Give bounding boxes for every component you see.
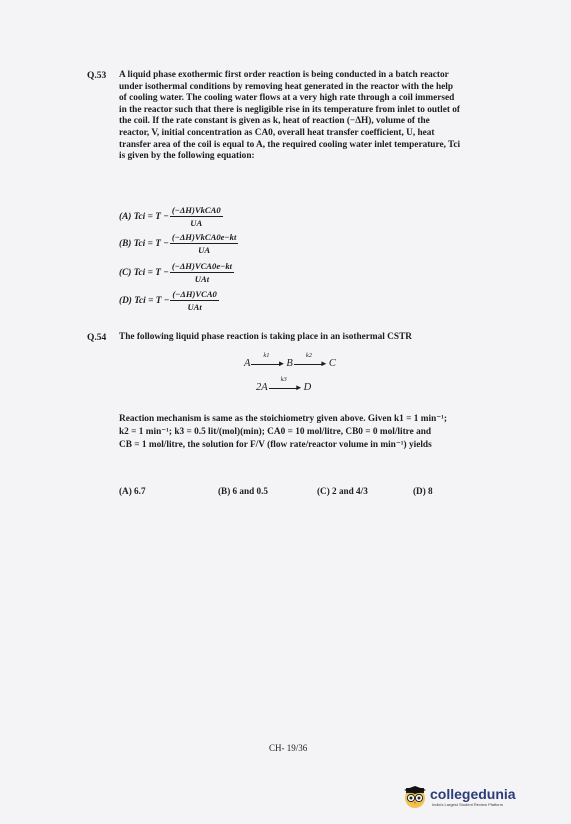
question-53-line: reactor, V, initial concentration as CA0, overall heat transfer coefficient, U, heat: [119, 127, 435, 138]
option-fraction: [170, 261, 234, 284]
reaction-arrow-k1: k1 ►: [251, 359, 285, 369]
fraction-numerator: (−ΔH)VCA0: [172, 289, 217, 299]
question-54-line: k2 = 1 min⁻¹; k3 = 0.5 lit/(mol)(min); CA0 = 10 mol/litre, CB0 = 0 mol/litre and: [119, 427, 432, 437]
answer-option-d: (D) 8: [413, 486, 433, 496]
species-b: B: [286, 358, 293, 369]
question-54-line: Reaction mechanism is same as the stoichiometry given above. Given k1 = 1 min⁻¹;: [119, 414, 448, 424]
collegedunia-logo: [403, 780, 553, 814]
option-fraction: [170, 232, 239, 255]
option-a: [119, 205, 223, 228]
fraction-numerator: (−ΔH)VCA0e−kt: [171, 261, 233, 271]
fraction-denominator: UAt: [194, 274, 210, 284]
question-53-line: of cooling water. The cooling water flows at a very high rate through a coil immersed: [119, 93, 455, 104]
question-54-intro-line: The following liquid phase reaction is taking place in an isothermal CSTR: [119, 332, 412, 342]
question-53-line: transfer area of the coil is equal to A, the required cooling water inlet temperature, Tci: [119, 139, 461, 150]
logo-tagline: India's Largest Student Review Platform: [432, 802, 504, 807]
question-54-line: CB = 1 mol/litre, the solution for F/V (flow rate/reactor volume in min⁻¹) yields: [119, 440, 432, 450]
question-53-line: the coil. If the rate constant is given as k, heat of reaction (−ΔH), volume of the: [119, 116, 430, 127]
species-a: A: [244, 358, 251, 369]
question-53-line: A liquid phase exothermic first order reaction is being conducted in a batch reactor: [119, 70, 449, 80]
question-53-line: under isothermal conditions by removing heat generated in the reactor with the help: [119, 81, 453, 92]
species-c: C: [328, 358, 336, 369]
option-label: (D) Tci = T −: [119, 295, 170, 306]
option-c: [119, 261, 234, 284]
reaction-arrow-k3: k3 ►: [269, 383, 303, 393]
question-53-line: in the reactor such that there is negligible rise in its temperature from inlet to outlet of: [119, 104, 461, 115]
question-number-54: Q.54: [87, 333, 107, 343]
option-label: (B) Tci = T −: [119, 238, 169, 249]
question-number-53: Q.53: [87, 71, 107, 81]
question-54-intro: [119, 332, 412, 344]
question-53-line: is given by the following equation:: [119, 151, 255, 162]
fraction-denominator: UAt: [187, 302, 202, 312]
fraction-numerator: (−ΔH)VkCA0e−kt: [171, 232, 237, 242]
answer-option-b: (B) 6 and 0.5: [218, 486, 269, 496]
logo-name: collegedunia: [430, 786, 516, 802]
option-b: [119, 232, 238, 255]
owl-icon: [403, 785, 427, 809]
reaction-arrow-k2: k2 ►: [294, 359, 328, 369]
option-fraction: [170, 205, 223, 228]
option-fraction: [170, 289, 219, 312]
question-54-body: [119, 413, 447, 452]
answer-option-c: (C) 2 and 4/3: [317, 486, 368, 496]
option-label: (A) Tci = T −: [119, 211, 169, 222]
fraction-denominator: UA: [190, 218, 203, 228]
reaction-scheme-1: [244, 351, 336, 369]
answer-option-a: (A) 6.7: [119, 486, 146, 496]
reaction-scheme-2: [256, 375, 312, 393]
option-label: (C) Tci = T −: [119, 267, 169, 278]
fraction-denominator: UA: [198, 245, 211, 255]
rate-constant-k3: k3: [280, 375, 287, 383]
fraction-numerator: (−ΔH)VkCA0: [171, 205, 221, 215]
option-d: [119, 289, 219, 312]
rate-constant-k2: k2: [305, 351, 312, 359]
species-d: D: [303, 382, 312, 393]
page-number: CH- 19/36: [269, 743, 308, 753]
species-2a: 2A: [256, 382, 268, 393]
question-53-text: [119, 70, 460, 163]
rate-constant-k1: k1: [263, 351, 270, 359]
